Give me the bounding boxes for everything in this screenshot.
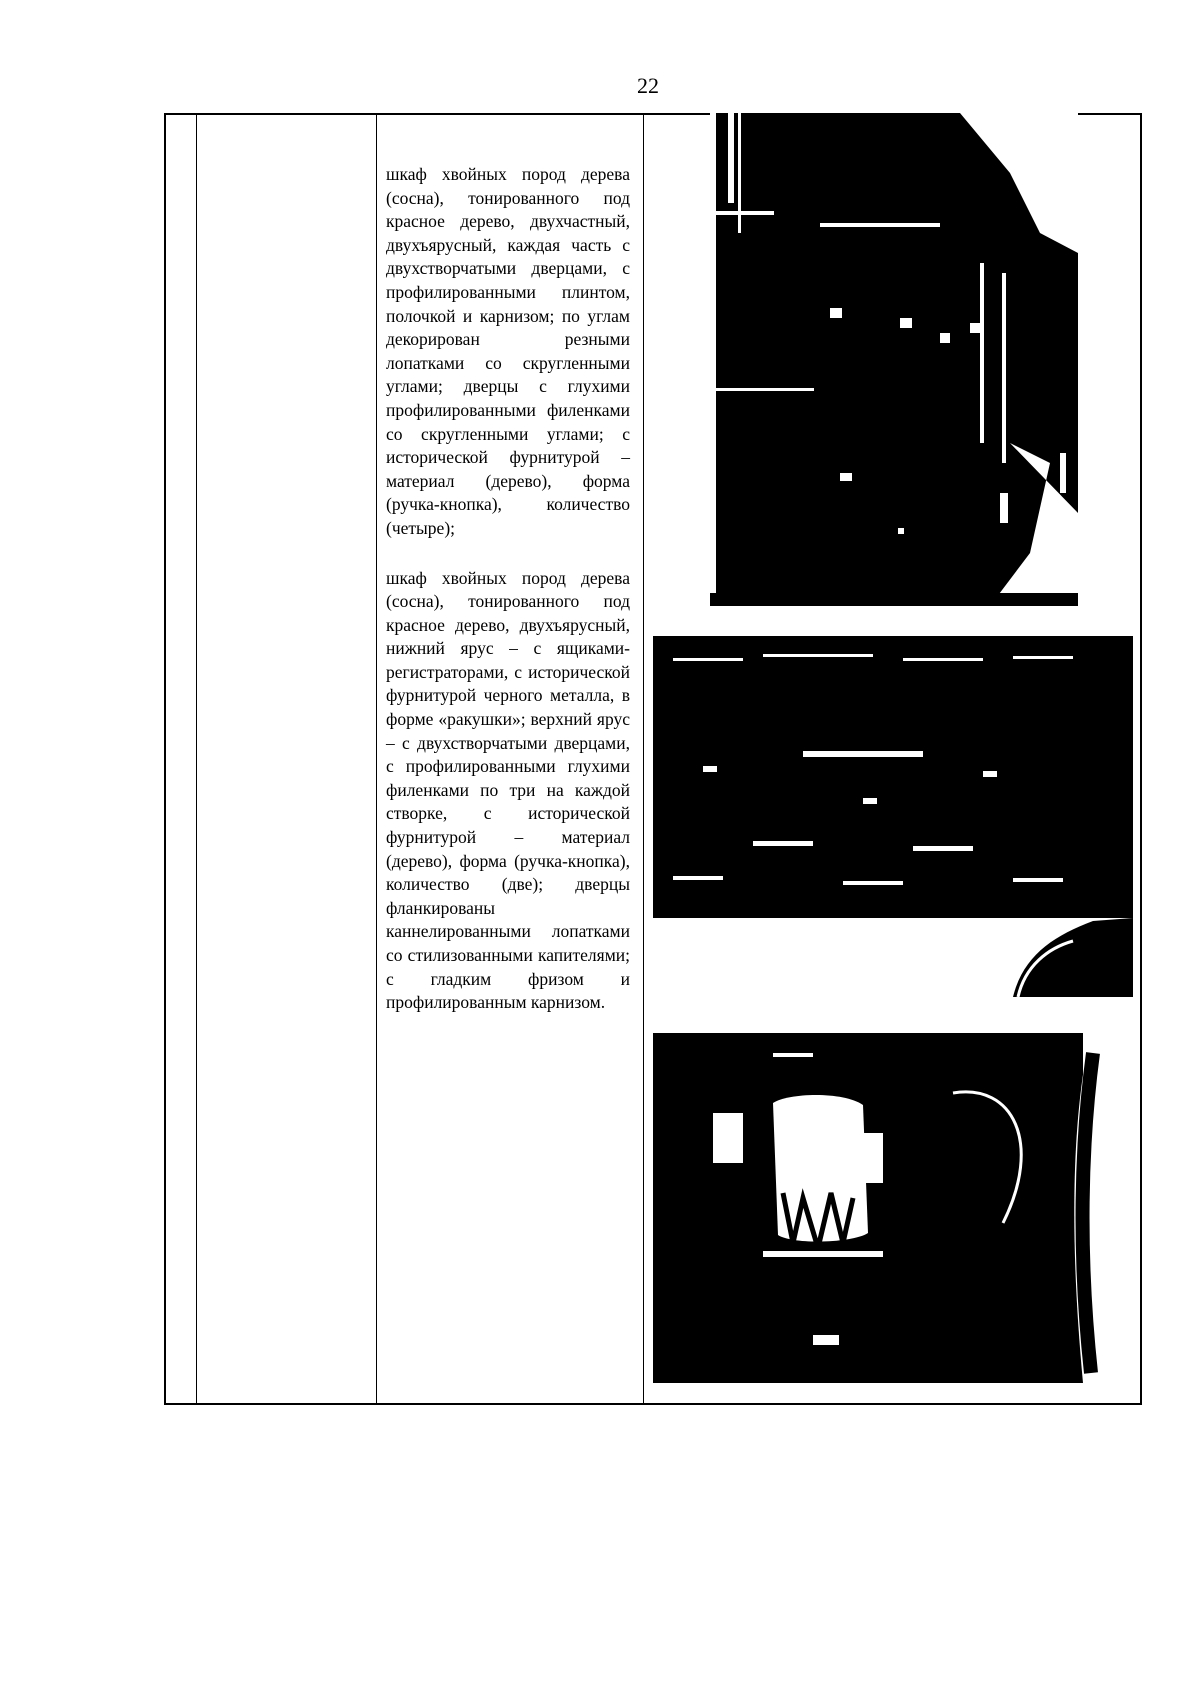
description-column bbox=[386, 163, 630, 1041]
photo-cabinet-3 bbox=[653, 1023, 1133, 1383]
inventory-table bbox=[164, 113, 1142, 1405]
page-number: 22 bbox=[637, 73, 659, 98]
description-cabinet-1: шкаф хвойных пород дерева (сосна), тонированного под красное дерево, двухчастный, двухъярусный, каждая часть с двухстворчатыми дверцами, с профилированными плинтом, полочкой и карнизом; по углам декорирован резными лопатками со скругленными углами; дверцы с глухими профилированными филенками со скругленными углами; с исторической фурнитурой – материал (дерево), форма (ручка-кнопка), количество (четыре); bbox=[386, 164, 630, 538]
column-divider-1 bbox=[196, 115, 197, 1403]
column-divider-3 bbox=[643, 115, 644, 1403]
description-cabinet-2: шкаф хвойных пород дерева (сосна), тонированного под красное дерево, двухъярусный, нижний ярус – с ящиками-регистраторами, с исторической фурнитурой черного металла, в форме «ракушки»; верхний ярус – с двухстворчатыми дверцами, с профилированными глухими филенками по три на каждой створке, с исторической фурнитурой – материал (дерево), форма (ручка-кнопка), количество (две); дверцы фланкированы каннелированными лопатками со стилизованными капителями; с гладким фризом и профилированным карнизом. bbox=[386, 567, 630, 1013]
photo-cabinet-1 bbox=[710, 113, 1078, 606]
photo-cabinet-2 bbox=[653, 636, 1133, 997]
column-divider-2 bbox=[376, 115, 377, 1403]
